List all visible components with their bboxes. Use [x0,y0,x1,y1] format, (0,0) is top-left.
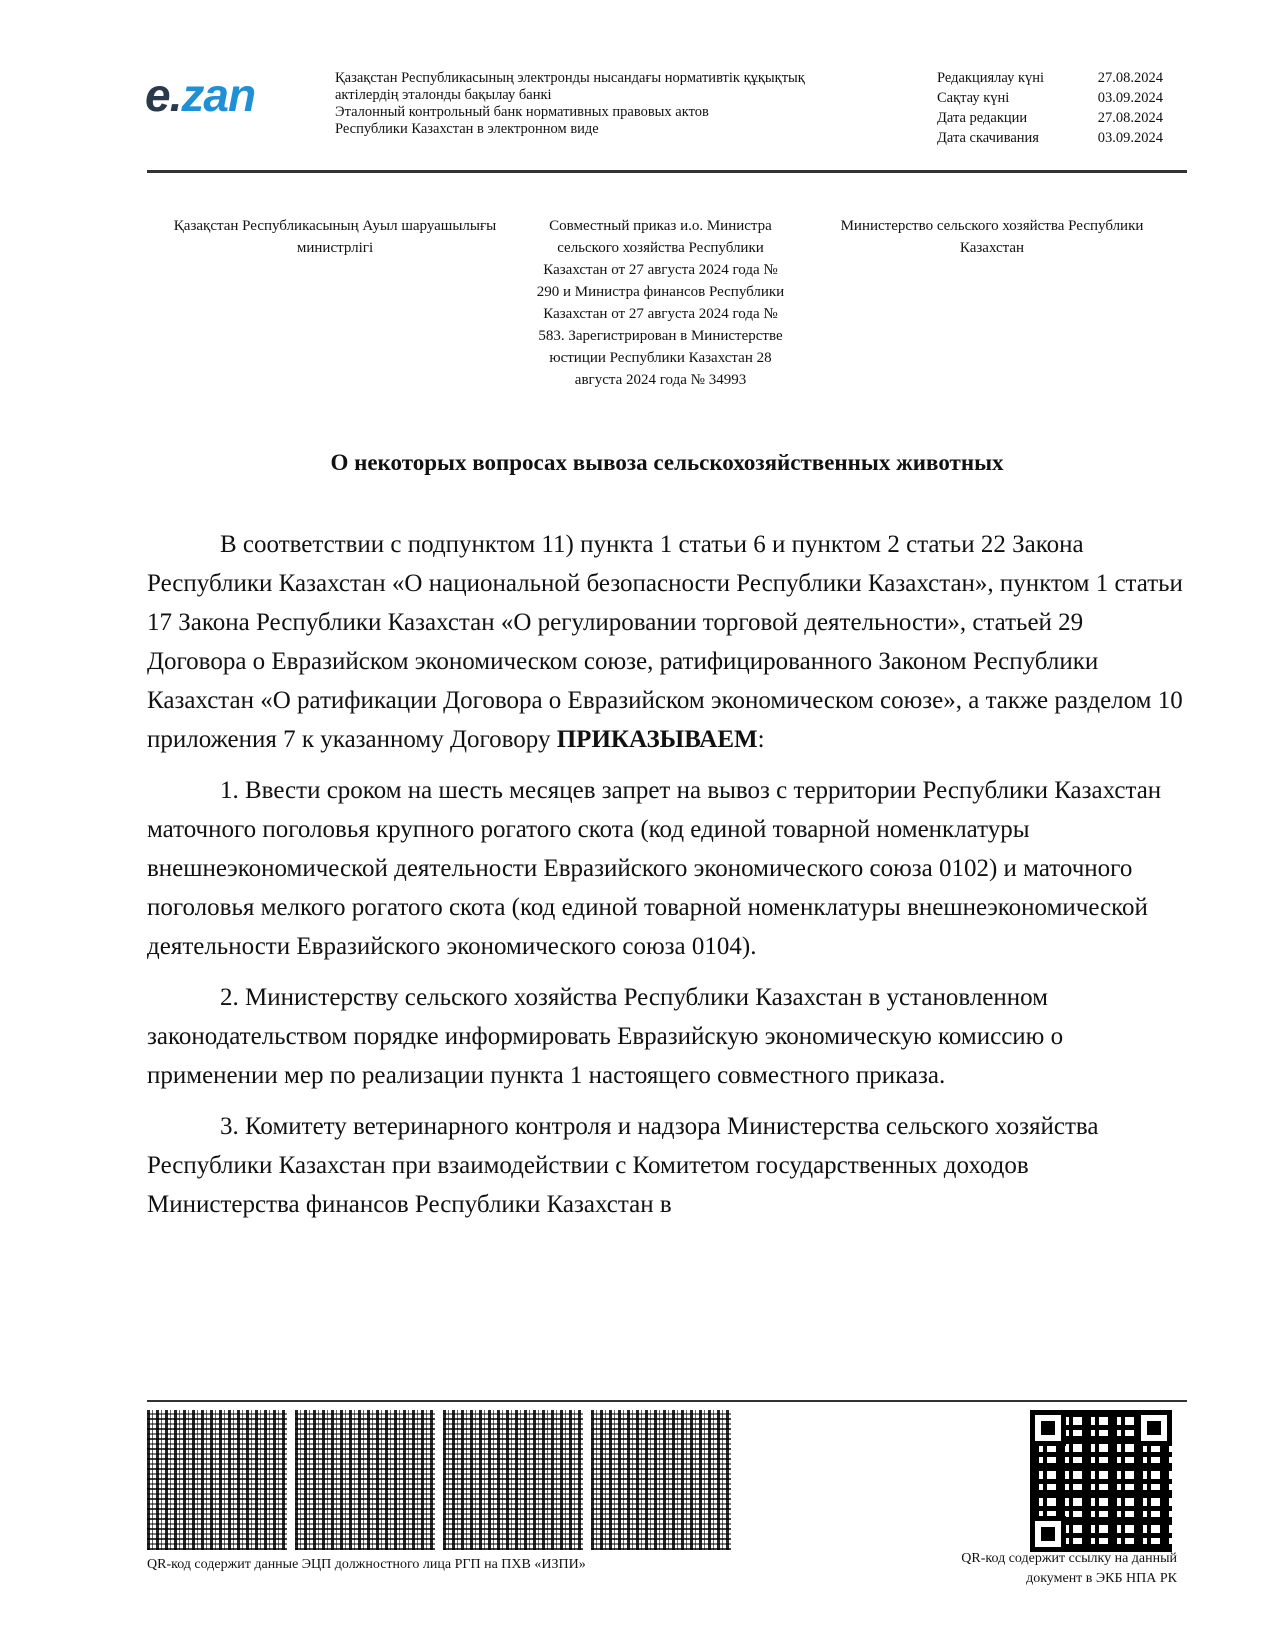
document-link-qr-code[interactable] [1030,1410,1172,1552]
meta-row [937,128,1187,148]
issuer-russian: Министерство сельского хозяйства Республики Казахстан [840,218,1144,256]
document-title: О некоторых вопросах вывоза сельскохозяйственных животных [330,450,1004,475]
issuer-kazakh: Қазақстан Республикасының Ауыл шаруашылығы министрлігі [173,218,497,256]
bank-line: Қазақстан Республикасының электронды нысандағы нормативтік құқықтық [335,70,805,86]
meta-label: Редакциялау күні [937,70,1045,86]
qr-finder-pattern [1030,1516,1066,1552]
header-divider [147,170,1187,173]
link-qr-caption: QR-код содержит ссылку на данный документ в ЭКБ НПА РК [961,1551,1177,1586]
bank-line: актілердің эталонды бақылау банкі [335,87,552,103]
paragraph-item-2: 2. Министерству сельского хозяйства Республики Казахстан в установленном законодательством порядке информировать Евразийскую экономическую комиссию о применении мер по реализации пункта 1 настоящего совместного приказа. [147,984,1064,1089]
paragraph-item-1: 1. Ввести сроком на шесть месяцев запрет на вывоз с территории Республики Казахстан маточного поголовья крупного рогатого скота (код единой товарной номенклатуры внешнеэкономической деятельности Евразийского экономического союза 0102) и маточного поголовья мелкого рогатого скота (код единой товарной номенклатуры внешнеэкономической деятельности Евразийского экономического союза 0104). [147,777,1162,960]
preamble-end: : [757,726,765,753]
preamble-text: В соответствии с подпунктом 11) пункта 1 статьи 6 и пунктом 2 статьи 22 Закона Республики Казахстан «О национальной безопасности Республики Казахстан», пунктом 1 статьи 17 Закона Республики Казахстан «О регулировании торговой деятельности», статьей 29 Договора о Евразийском экономическом союзе, ратифицированного Законом Республики Казахстан «О ратификации Договора о Евразийском экономическом союзе», а также разделом 10 приложения 7 к указанному Договору [147,531,1183,753]
bank-line: Эталонный контрольный банк нормативных правовых актов [335,104,709,120]
ezan-logo [145,68,255,122]
signature-qr-code [147,1410,287,1550]
signature-qr-code [443,1410,583,1550]
paragraph-preamble [147,525,1187,759]
bank-description [335,70,895,138]
logo-dot: . [169,69,182,121]
meta-value: 03.09.2024 [1097,90,1163,106]
order-details: Совместный приказ и.о. Министра сельского хозяйства Республики Казахстан от 27 августа 2024 года № 290 и Министра финансов Республики Казахстан от 27 августа 2024 года № 583. Зарегистрирован в Министерстве юстиции Республики Казахстан 28 августа 2024 года № 34993 [536,218,785,388]
meta-value: 03.09.2024 [1097,130,1163,146]
meta-value: 27.08.2024 [1097,110,1163,126]
meta-label: Дата редакции [937,110,1028,126]
paragraph-item-3: 3. Комитету ветеринарного контроля и надзора Министерства сельского хозяйства Республики Казахстан при взаимодействии с Комитетом государственных доходов Министерства финансов Республики Казахстан в [147,1113,1099,1218]
meta-row [937,88,1187,108]
logo-zan: zan [181,69,256,121]
meta-label: Дата скачивания [937,130,1039,146]
signature-qr-code [295,1410,435,1550]
footer-divider [147,1400,1187,1402]
signature-qr-code [591,1410,731,1550]
signature-qr-caption: QR-код содержит данные ЭЦП должностного лица РГП на ПХВ «ИЗПИ» [147,1557,586,1572]
document-meta [937,68,1187,148]
bank-line: Республики Казахстан в электронном виде [335,121,599,137]
order-keyword: ПРИКАЗЫВАЕМ [556,726,758,753]
logo-e: e [145,69,170,121]
qr-finder-pattern [1136,1410,1172,1446]
qr-finder-pattern [1030,1410,1066,1446]
meta-label: Сақтау күні [937,90,1010,106]
meta-value: 27.08.2024 [1097,70,1163,86]
meta-row [937,108,1187,128]
document-body [147,525,1187,1236]
meta-row [937,68,1187,88]
